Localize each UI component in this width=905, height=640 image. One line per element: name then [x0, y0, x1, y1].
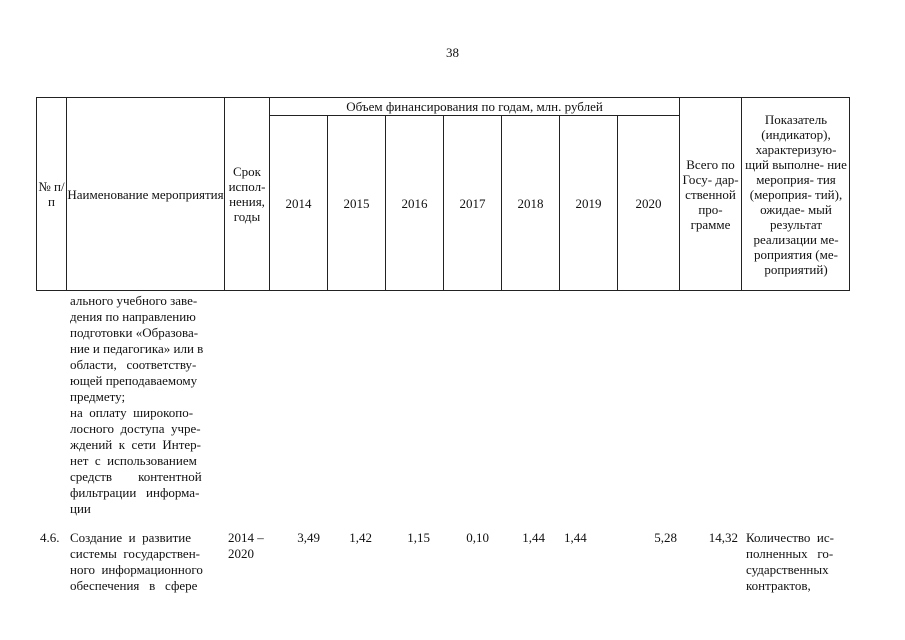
row-indicator: [746, 530, 852, 594]
row-term-line: 2020: [228, 546, 254, 561]
row-term-line: 2014 –: [228, 530, 264, 545]
row-indicator-line: Количество ис-: [746, 530, 834, 545]
header-year-2020: 2020: [635, 195, 662, 211]
header-year-2016: 2016: [401, 195, 428, 211]
header-name: Наименование мероприятия: [67, 186, 224, 202]
row-name-line: Создание и развитие: [70, 530, 192, 545]
header-funding: Объем финансирования по годам, млн. рублей: [346, 99, 603, 114]
continuation-line: фильтрации информа-: [70, 485, 200, 500]
value-2016: 1,15: [407, 530, 430, 545]
header-year-2019: 2019: [575, 195, 602, 211]
header-indicator: Показатель (индикатор), характеризую- щий выполне- ние мероприя- тия (мероприя- тий), ожидае- мый результат реализации ме- роприятия (ме- роприятий): [745, 111, 847, 277]
value-2014: 3,49: [297, 530, 320, 545]
continuation-line: ального учебного заве-: [70, 293, 198, 308]
header-term: Срок испол- нения, годы: [228, 164, 266, 224]
continuation-line: ние и педагогика» или в: [70, 341, 204, 356]
continuation-text: [70, 293, 224, 517]
header-total: Всего по Госу- дар- ственной про- грамме: [682, 156, 739, 232]
row-name-line: обеспечения в сфере: [70, 578, 198, 593]
row-indicator-line: контрактов,: [746, 578, 811, 593]
continuation-line: на оплату широкопо-: [70, 405, 194, 420]
value-2018: 1,44: [522, 530, 545, 545]
row-name-line: системы государствен-: [70, 546, 200, 561]
row-name-line: ного информационного: [70, 562, 203, 577]
row-indicator-line: сударственных: [746, 562, 829, 577]
continuation-line: лосного доступа учре-: [70, 421, 201, 436]
continuation-line: ждений к сети Интер-: [70, 437, 202, 452]
value-2015: 1,42: [349, 530, 372, 545]
header-year-2017: 2017: [459, 195, 486, 211]
row-indicator-line: полненных го-: [746, 546, 834, 561]
row-number: 4.6.: [40, 530, 60, 545]
value-2017: 0,10: [466, 530, 489, 545]
continuation-line: средств контентной: [70, 469, 202, 484]
header-num: № п/п: [38, 179, 65, 209]
row-name: [70, 530, 226, 594]
header-year-2018: 2018: [517, 195, 544, 211]
continuation-line: дения по направлению: [70, 309, 196, 324]
row-term: [228, 530, 272, 562]
value-2020: 5,28: [654, 530, 677, 545]
header-year-2014: 2014: [285, 195, 312, 211]
value-total: 14,32: [708, 530, 738, 545]
page-number: 38: [446, 45, 459, 60]
continuation-line: предмету;: [70, 389, 126, 404]
header-year-2015: 2015: [343, 195, 370, 211]
continuation-line: ции: [70, 501, 91, 516]
continuation-line: подготовки «Образова-: [70, 325, 199, 340]
value-2019: 1,44: [564, 530, 587, 545]
continuation-line: нет с использованием: [70, 453, 197, 468]
continuation-line: области, соответству-: [70, 357, 197, 372]
continuation-line: ющей преподаваемому: [70, 373, 198, 388]
